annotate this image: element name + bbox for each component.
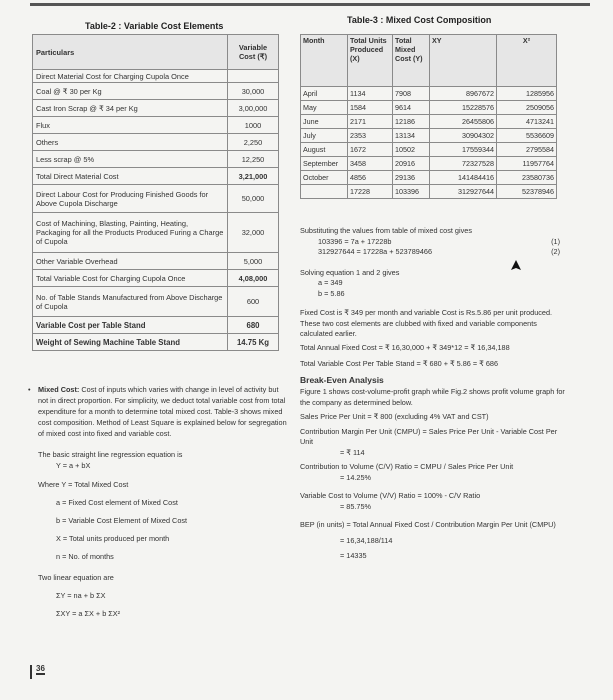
- equation-1: 103396 = 7a + 17228b (1): [318, 236, 560, 246]
- where-y: Where Y = Total Mixed Cost: [38, 480, 129, 489]
- equation-2: 312927644 = 17228a + 523789466 (2): [318, 247, 560, 256]
- bullet: •: [28, 385, 31, 394]
- regression-intro: The basic straight line regression equation is: [38, 450, 183, 459]
- table3-head-month: Month: [301, 35, 348, 87]
- sales-price: Sales Price Per Unit = ₹ 800 (excluding 4% VAT and CST): [300, 412, 489, 421]
- page-margin-bar: [30, 665, 32, 679]
- table2-head-cost: Variable Cost (₹): [228, 35, 279, 70]
- table3-head-units: Total Units Produced (X): [348, 35, 393, 87]
- table2-caption: Table-2 : Variable Cost Elements: [85, 21, 224, 31]
- mixed-cost-section: [28, 384, 288, 619]
- mixed-cost-paragraph: Mixed Cost: Cost of inputs which varies with change in level of activity but not in direct proportion. For simplicity, we deduct total variable cost from total expenditure for a month to determine total mixed cost. Table-3 shows mixed cost composition. Method of Least Square is explained below for segregation of mixed cost into fixed and variable cost.: [38, 385, 287, 438]
- substituting-text: Substituting the values from table of mixed cost gives: [300, 226, 472, 235]
- table3-caption: Table-3 : Mixed Cost Composition: [347, 15, 492, 25]
- contribution-margin-value: = ₹ 114: [340, 447, 365, 457]
- bep-formula: BEP (in units) = Total Annual Fixed Cost / Contribution Margin Per Unit (CMPU): [300, 520, 556, 529]
- table-row: No. of Table Stands Manufactured from Above Discharge of Cupola 600: [33, 287, 279, 317]
- table3-head-cost: Total Mixed Cost (Y): [393, 35, 430, 87]
- table2-head-particulars: Particulars: [33, 35, 228, 70]
- table-row: Variable Cost per Table Stand 680: [33, 317, 279, 334]
- top-rule: [30, 3, 590, 6]
- two-equations-intro: Two linear equation are: [38, 573, 114, 582]
- table3-head-x2: X²: [497, 35, 557, 87]
- cv-ratio: Contribution to Volume (C/V) Ratio = CMPU / Sales Price Per Unit: [300, 462, 514, 471]
- solving-text: Solving equation 1 and 2 gives: [300, 267, 400, 277]
- table-row: September 3458 20916 72327528 11957764: [301, 157, 557, 171]
- fixed-cost-paragraph: Fixed Cost is ₹ 349 per month and variable Cost is Rs.5.86 per unit produced. These two cost elements are clubbed with fixed and variable components calculated earlier.: [300, 308, 553, 338]
- table-row: Cost of Machining, Blasting, Painting, Heating, Packaging for all the Products Produced Furing a Charge of Cupola 32,000: [33, 213, 279, 253]
- table-row: Weight of Sewing Machine Table Stand 14.75 Kg: [33, 334, 279, 351]
- table-row: Coal @ ₹ 30 per Kg 30,000: [33, 83, 279, 100]
- value-a: a = 349: [318, 278, 343, 287]
- table-row: July 2353 13134 30904302 5536609: [301, 129, 557, 143]
- contribution-margin: Contribution Margin Per Unit (CMPU) = Sales Price Per Unit - Variable Cost Per Unit: [300, 426, 558, 446]
- mixed-cost-table: [300, 34, 557, 199]
- bep-calc: = 16,34,188/114: [340, 535, 393, 545]
- table-row: 17228 103396 312927644 52378946: [301, 185, 557, 199]
- figure-description: Figure 1 shows cost-volume-profit graph while Fig.2 shows profit volume graph for the company as determined below.: [300, 387, 565, 407]
- break-even-section: [300, 226, 568, 562]
- bep-result: = 14335: [340, 551, 367, 560]
- regression-equation: Y = a + bX: [56, 461, 91, 470]
- break-even-heading: Break-Even Analysis: [300, 374, 384, 385]
- def-x: X = Total units produced per month: [56, 534, 170, 543]
- table-row: Less scrap @ 5% 12,250: [33, 151, 279, 168]
- total-annual-fixed-cost: Total Annual Fixed Cost = ₹ 16,30,000 + ₹ 349*12 = ₹ 16,34,188: [300, 342, 510, 352]
- normal-equation-1: ΣY = na + b ΣX: [56, 591, 106, 600]
- table-row: Direct Labour Cost for Producing Finished Goods for Above Cupola Discharge 50,000: [33, 185, 279, 213]
- table-row: Others 2,250: [33, 134, 279, 151]
- table-row: Direct Material Cost for Charging Cupola Once: [33, 70, 279, 83]
- vv-ratio-value: = 85.75%: [340, 501, 372, 511]
- vv-ratio: Variable Cost to Volume (V/V) Ratio = 100% - C/V Ratio: [300, 491, 481, 500]
- table-row: April 1134 7908 8967672 1285956: [301, 87, 557, 101]
- table3-head-xy: XY: [430, 35, 497, 87]
- cv-ratio-value: = 14.25%: [340, 472, 372, 482]
- variable-cost-table: [32, 34, 279, 351]
- table-row: Flux 1000: [33, 117, 279, 134]
- normal-equation-2: ΣXY = a ΣX + b ΣX²: [56, 609, 121, 618]
- table-row: October 4856 29136 141484416 23580736: [301, 171, 557, 185]
- def-a: a = Fixed Cost element of Mixed Cost: [56, 498, 178, 507]
- table-row: May 1584 9614 15228576 2509056: [301, 101, 557, 115]
- table-row: June 2171 12186 26455806 4713241: [301, 115, 557, 129]
- page-number: 36: [36, 664, 45, 673]
- total-variable-cost: Total Variable Cost Per Table Stand = ₹ 680 + ₹ 5.86 = ₹ 686: [300, 359, 499, 368]
- def-b: b = Variable Cost Element of Mixed Cost: [56, 516, 188, 525]
- table-row: August 1672 10502 17559344 2795584: [301, 143, 557, 157]
- def-n: n = No. of months: [56, 552, 114, 561]
- table-row: Total Direct Material Cost 3,21,000: [33, 168, 279, 185]
- table-row: Total Variable Cost for Charging Cupola Once 4,08,000: [33, 270, 279, 287]
- table-row: Cast Iron Scrap @ ₹ 34 per Kg 3,00,000: [33, 100, 279, 117]
- value-b: b = 5.86: [318, 288, 345, 298]
- mouse-cursor-icon: [511, 260, 521, 275]
- table-row: Other Variable Overhead 5,000: [33, 253, 279, 270]
